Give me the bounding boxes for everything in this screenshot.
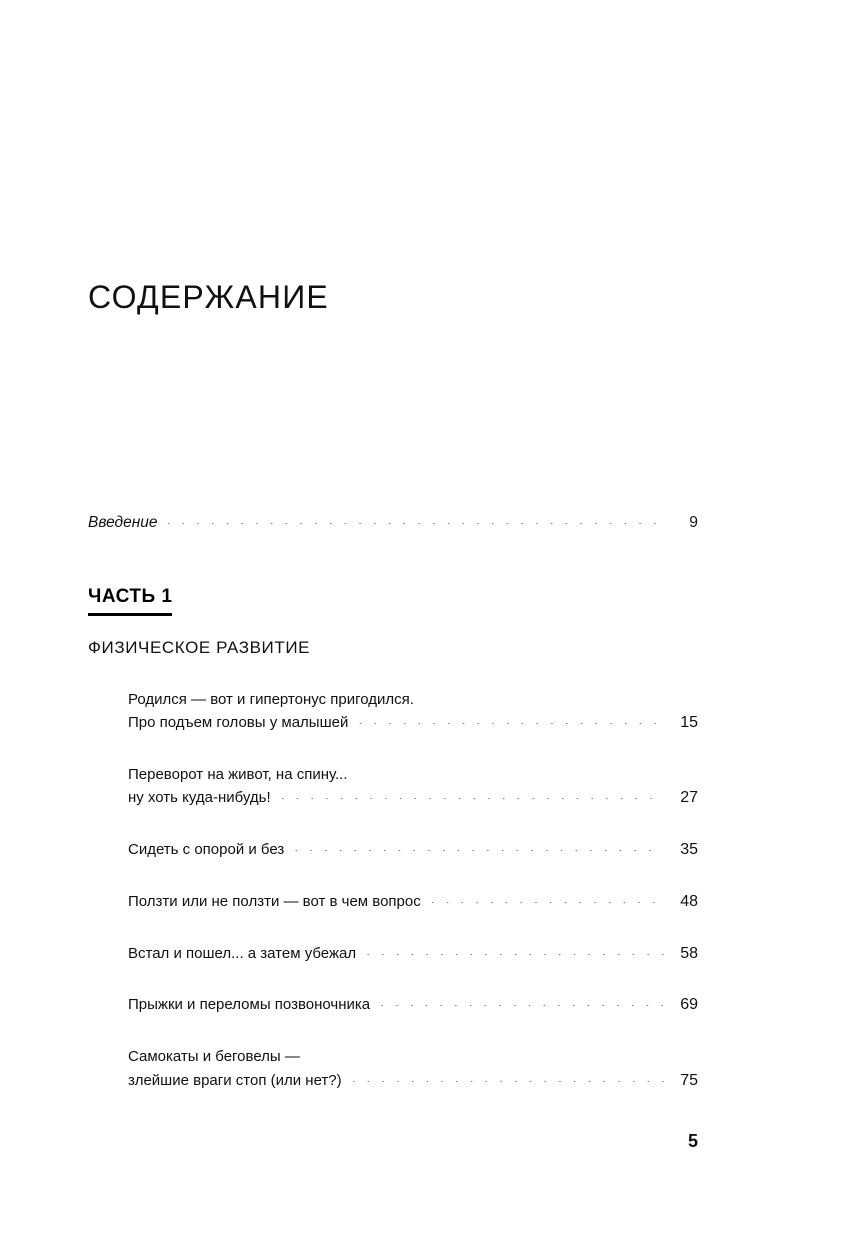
toc-item-line-2-row xyxy=(128,838,698,863)
toc-item-page-number: 35 xyxy=(680,841,698,859)
toc-item[interactable] xyxy=(128,763,698,811)
toc-item-page-number: 48 xyxy=(680,892,698,910)
dot-leader xyxy=(358,723,664,724)
dot-leader xyxy=(352,1081,664,1082)
toc-item[interactable] xyxy=(128,688,698,736)
toc-item-line-2: Встал и пошел... а затем убежал xyxy=(128,944,357,962)
dot-leader xyxy=(294,850,664,851)
toc-item-line-2: Про подъем головы у малышей xyxy=(128,714,349,732)
part-heading-block xyxy=(88,586,708,658)
toc-entry-page-number: 9 xyxy=(689,514,698,531)
toc-item-line-2-row xyxy=(128,711,698,736)
dot-leader xyxy=(281,798,664,799)
toc-item-page-number: 15 xyxy=(680,714,698,732)
dot-leader xyxy=(167,523,664,524)
toc-item[interactable] xyxy=(128,890,698,915)
toc-item[interactable] xyxy=(128,942,698,967)
page-title: СОДЕРЖАНИЕ xyxy=(88,279,329,316)
toc-item-page-number: 58 xyxy=(680,944,698,962)
part-subtitle: ФИЗИЧЕСКОЕ РАЗВИТИЕ xyxy=(88,638,311,657)
toc-item-line-2: Прыжки и переломы позвоночника xyxy=(128,996,371,1014)
toc-item-line-1: Родился — вот и гипертонус пригодился. xyxy=(128,691,414,708)
toc-item[interactable] xyxy=(128,838,698,863)
toc-item-line-1: Самокаты и беговелы — xyxy=(128,1048,300,1066)
toc-item-line-2-row xyxy=(128,786,698,811)
dot-leader xyxy=(380,1005,664,1006)
toc-item-page-number: 75 xyxy=(680,1071,698,1089)
toc-entry-label: Введение xyxy=(88,514,158,531)
toc-item-page-number: 27 xyxy=(680,789,698,807)
toc-item[interactable] xyxy=(128,1045,698,1093)
toc-item-line-2-row xyxy=(128,890,698,915)
dot-leader xyxy=(431,902,664,903)
toc-item-line-2-row xyxy=(128,993,698,1018)
toc-entry-introduction[interactable] xyxy=(88,514,698,532)
toc-item-line-2: злейшие враги стоп (или нет?) xyxy=(128,1071,342,1089)
toc-item-page-number: 69 xyxy=(680,996,698,1014)
toc-item-line-2: Сидеть с опорой и без xyxy=(128,841,285,859)
dot-leader xyxy=(366,954,664,955)
page-folio-number: 5 xyxy=(687,1131,698,1151)
part-title: ЧАСТЬ 1 xyxy=(88,586,172,616)
toc-item-line-2-row xyxy=(128,1069,698,1094)
toc-item[interactable] xyxy=(128,993,698,1018)
toc-item-line-2: ну хоть куда-нибудь! xyxy=(128,789,271,807)
toc-item-line-2-row xyxy=(128,942,698,967)
toc-item-line-1: Переворот на живот, на спину... xyxy=(128,766,348,784)
toc-item-line-2: Ползти или не ползти — вот в чем вопрос xyxy=(128,892,421,910)
toc-list xyxy=(128,688,698,1120)
